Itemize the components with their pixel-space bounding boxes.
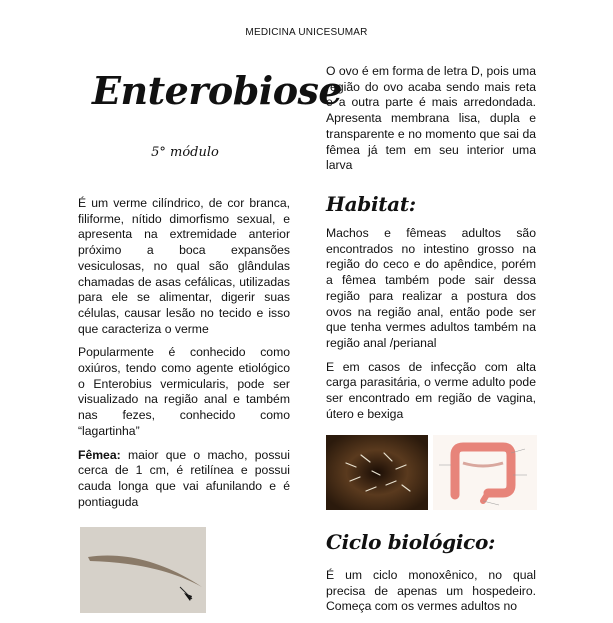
page-header: MEDICINA UNICESUMAR — [245, 27, 368, 38]
ovo-paragraph: O ovo é em forma de letra D, pois uma região do ovo acaba sendo mais reta e a outra parte é mais arredondada. Apresenta membrana lisa, dupla e transparente e no momento que sai da fêmea já tem em seu interior uma larva — [326, 64, 536, 173]
left-column — [78, 196, 290, 518]
colon-diagram — [433, 435, 537, 510]
worm-photo — [80, 527, 206, 613]
ciclo-paragraph: É um ciclo monoxênico, no qual precisa de apenas um hospedeiro. Começa com os vermes adultos no — [326, 568, 536, 614]
femea-paragraph — [78, 448, 290, 511]
page-title: Enterobiose — [92, 68, 343, 113]
ciclo-section — [326, 568, 536, 623]
habitat-heading: Habitat: — [326, 192, 416, 216]
perianal-photo — [326, 435, 428, 510]
habitat-section — [326, 226, 536, 430]
description-paragraph: É um verme cilíndrico, de cor branca, filiforme, nítido dimorfismo sexual, e apresenta na extremidade anterior próximo a boca expansões vesiculosas, no qual são glândulas chamadas de asas cefálicas, utilizadas para ele se alimentar, digerir suas células, causar lesão no tecido e isso que caracteriza o verme — [78, 196, 290, 336]
ovo-paragraph-block — [326, 64, 536, 182]
infection-paragraph: E em casos de infecção com alta carga parasitária, o verme adulto pode ser encontrado em região de vagina, útero e bexiga — [326, 359, 536, 421]
page-subtitle: 5° módulo — [151, 145, 219, 160]
femea-text: maior que o macho, possui cerca de 1 cm, é retilínea e possui cauda longa que vai afunilando e é pontiaguda — [78, 447, 290, 509]
ciclo-heading: Ciclo biológico: — [326, 530, 496, 554]
popular-name-paragraph: Popularmente é conhecido como oxiúros, tendo como agente etiológico o Enterobius vermicularis, pode ser visualizado na região anal e também nas fezes, conhecido como “lagartinha” — [78, 345, 290, 438]
femea-label: Fêmea: — [78, 447, 121, 462]
habitat-paragraph: Machos e fêmeas adultos são encontrados no intestino grosso na região do ceco e do apêndice, porém a fêmea também pode sair dessa região para realizar a postura dos ovos na região anal, então pode ser que tenha vermes adultos também na região anal /perianal — [326, 226, 536, 350]
